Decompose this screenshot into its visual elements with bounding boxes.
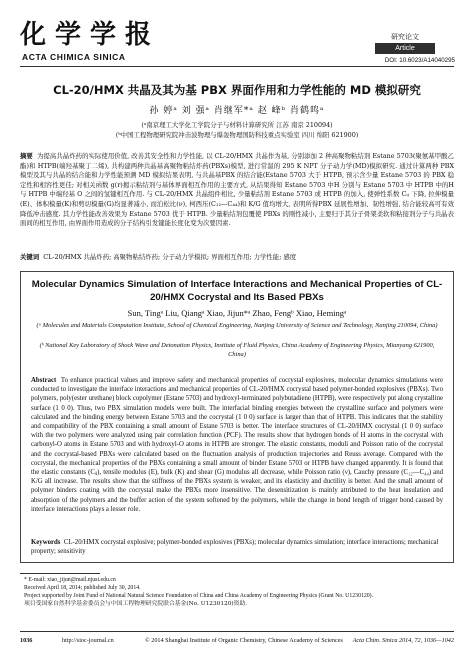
keywords-cn — [20, 252, 454, 261]
title-en: Molecular Dynamics Simulation of Interface Interactions and Mechanical Properties of CL-20/HMX Cocrystal and Its Based PBXs — [31, 279, 443, 303]
copyright: © 2014 Shanghai Institute of Organic Chemistry, Chinese Academy of Sciences — [145, 637, 343, 644]
doi-link[interactable]: DOI: 10.6023/A14040295 — [384, 57, 455, 64]
footnote-rule — [20, 573, 100, 574]
abstract-en — [31, 376, 443, 514]
citation: Acta Chim. Sinica 2014, 72, 1036—1042 — [352, 637, 454, 644]
header-rule — [20, 66, 454, 67]
authors-cn: 孙 婷ᵃ 刘 强ᵃ 肖继军*ᵃ 赵 峰ᵇ 肖鹤鸣ᵃ — [149, 106, 325, 116]
footnote-email[interactable]: * E-mail: xiao_jijun@mail.njust.edu.cn — [24, 577, 116, 583]
article-type-badge: Article — [375, 43, 435, 54]
english-abstract-box — [20, 271, 454, 563]
footnote-received: Received April 18, 2014; published July 30, 2014. — [24, 585, 141, 591]
page-number: 1036 — [20, 637, 33, 644]
keywords-en-text: CL-20/HMX cocrystal explosive; polymer-bonded explosives (PBXs); molecular dynamics simulation; interface interactions; mechanical property; sensitivity — [31, 539, 439, 556]
affiliation-cn-b: (ᵇ中国工程物理研究院冲击波物理与爆轰物理国防科技重点实验室 四川 绵阳 621900) — [115, 131, 359, 139]
keywords-en — [31, 538, 443, 556]
affiliation-cn-a: (ᵃ南京理工大学化工学院分子与材料计算研究所 江苏 南京 210094) — [141, 121, 333, 129]
abstract-en-text: To enhance practical values and improve safety and mechanical properties of cocrystal explosives, molecular dynamics simulations were conducted to investigate the interface interactions and mechanical properties of CL-20/HMX cocrystal based polymer-bonded explosives (PBXs). Two polymers, poly(ester urethane) block copolymer (Estane 5703) and hydroxyl-terminated polybutadiene (HTPB), were respectively put along crystalline surface (1 0 0). Thus, two PBX simulation models were built. The interfacial binding energies between the crystalline surface and polymers were calculated and the binding energy between Estane 5703 and the cocrystal (1 0 0) surface is larger than that of HTPB. This indicates that the stability and compatibility of the PBX containing a small amount of Estane 5703 is better. The interface structures of CL-20/HMX cocrystal (1 0 0) surface with the two polymers were analyzed using pair correlation function (PCF). The results show that hydrogen bonds of H atoms in the cocrystal with carbonyl-O atoms in Estane 5703 and with hydroxyl-O atoms in HTPB are stronger. The elastic constants, moduli and Poisson ratio of the cocrystal and the cocrystal-based PBXs were calculated based on the fluctuation analysis of production trajectories and Reuss average. Compared with the cocrystal, the mechanical properties of the PBXs containing a small amount of binder Estane 5703 or HTPB have changed apparently. It is found that the elastic constants (Cᵢⱼ), tensile modulus (E), bulk (K) and shear (G) modulus all decrease, while Poisson ratio (ν), Cauchy pressure (C₁₂—C₄₄) and K/G all increase. The results show that the stiffness of the PBXs system is weaker, and its elasticity and ductility is better. And the small amount of polymer binders coating with the cocrystal make the PBXs more insensitive. The desensitization is mainly attributed to the heat insulation and absorption of the polymers and the buffer action of the system softened by the polymers, while the change in bond length of trigger bond caused by interface interactions plays a lesser role. — [31, 377, 443, 513]
journal-title-en: ACTA CHIMICA SINICA — [22, 52, 126, 62]
footer-rule — [20, 631, 454, 632]
abstract-cn — [20, 152, 454, 229]
footnote-project-en: Project supported by Joint Fund of National Natural Science Foundation of China and China Academy of Engineering Physics (Grant No. U1230120). — [24, 593, 374, 599]
journal-title-cn: 化学学报 — [20, 20, 161, 50]
article-type-cn: 研究论文 — [391, 34, 419, 41]
keywords-cn-text: CL-20/HMX 共晶炸药; 高聚物粘结炸药; 分子动力学模拟; 界面相互作用; 力学性能; 感度 — [43, 253, 297, 261]
abstract-en-label: Abstract — [31, 377, 57, 384]
affiliation-en-b: (ᵇ National Key Laboratory of Shock Wave and Detonation Physics, Institute of Fluid Physics, China Academy of Engineering Physics, Mianyang 621900, China) — [39, 342, 435, 358]
title-cn: CL-20/HMX 共晶及其为基 PBX 界面作用和力学性能的 MD 模拟研究 — [53, 83, 421, 97]
footnote-project-cn: 项目受国家自然科学基金委员会与中国工程物理研究院联合基金(No. U1230120)资助. — [24, 601, 248, 607]
journal-url[interactable]: http://sioc-journal.cn — [62, 637, 114, 644]
keywords-cn-label: 关键词 — [20, 253, 40, 261]
keywords-en-label: Keywords — [31, 539, 61, 546]
authors-en: Sun, Tingᵃ Liu, Qiangᵃ Xiao, Jijun*ᵃ Zhao, Fengᵇ Xiao, Hemingᵃ — [127, 308, 347, 318]
abstract-cn-label: 摘要 — [20, 152, 33, 160]
affiliation-en-a: (ᵃ Molecules and Materials Computation Institute, School of Chemical Engineering, Nanjing University of Science and Technology, Nanjing 210094, China) — [36, 322, 438, 329]
abstract-cn-text: 为提高共晶炸药的实际使用价值, 改善其安全性和力学性能, 以 CL-20/HMX 共晶作为基, 分别添加 2 种高聚物粘结剂 Estane 5703(聚氨基甲酸乙酯)和 HTPB(端羟基聚丁二烯), 共构建两种共晶基高聚物粘结炸药(PBXs)模型, 进行常温的 295 K NPT 分子动力学(MD)模拟研究. 通过计算两种 PBX 模型及其与共晶的结合能和力学性能预测 MD 模拟结果表明, 与共晶基PBX 的结合能(Estane 5703 大于 HTPB, 预示含少量 Estane 5703 的 PBX 稳定性和相容性更佳; 对相关函数 g(r)揭示粘结剂与基体界面相互作用的主要方式, 从结果得知 Estane 5703 中H 分别与 Estane 5703 中 HTPB 中的H 与 HTPB 中端羟基 O 之间的氢键相互作用. 与 CL-20/HMX 共晶组件相比, 少量粘结剂 Estane 5703 或 HTPB 的加入, 使弹性系数 Cᵢⱼ 下降, 拉伸模量(E)、体积模量(K)和剪切模量(G)均显著减小, 而泊松比(ν), 柯西压(C₁₂—C₄₄)和 K/G 值均增大, 表明所得PBX 延展性增加、韧性增强, 结合能较高可有效降低冲击感度. 其力学性能改善效果为 Estane 5703 优于 HTPB. 少量粘结剂包覆使 PBXs 的刚性减小, 主要归于其分子骨架柔软和粘接剂分子与共晶表面间的相互作用, 由界面作用造成的分子结构引发键能长度化变为次要因素. — [20, 152, 454, 228]
